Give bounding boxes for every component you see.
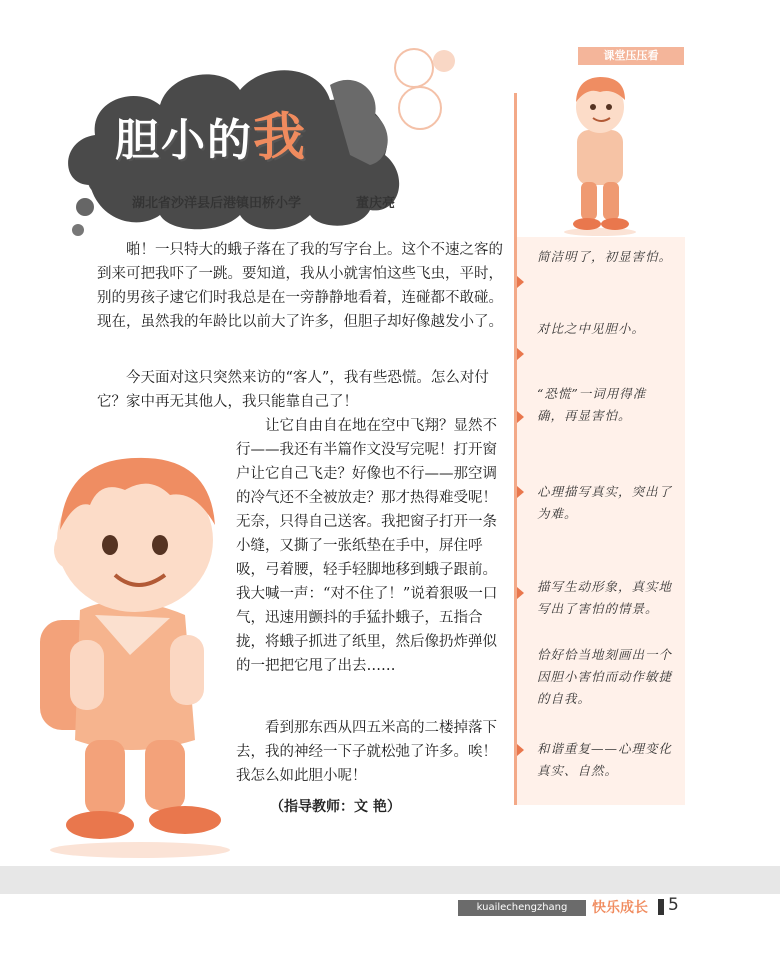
note-marker: [517, 486, 524, 498]
article-paragraph: 让它自由自在地在空中飞翔？显然不行——我还有半篇作文没写完呢！打开窗户让它自己飞走？好像也不行——那空调的冷气还不全被放走？那才热得难受呢！无奈，只得自己送客。我把窗子打开一条小缝，又撕了一张纸垫在手中，屏住呼吸，弓着腰，轻手轻脚地移到蛾子跟前。我大喊一声：“对不住了！”说着狠吸一口气，迅速用颤抖的手猛扑蛾子，五指合拢，将蛾子抓进了纸里，然后像扔炸弹似的一把把它甩了出去……: [236, 418, 498, 674]
article-title: 胆小的我: [115, 108, 308, 168]
author-name: 董庆亮: [356, 196, 396, 211]
teacher-credit: （指导教师：文 艳）: [270, 799, 401, 815]
note-marker: [517, 587, 524, 599]
decor-circle: [433, 50, 455, 72]
sidebar-note: 描写生动形象，真实地写出了害怕的情景。: [537, 579, 673, 616]
footer-brand: 快乐成长: [592, 900, 648, 916]
sidebar-note: 简洁明了，初显害怕。: [537, 249, 673, 264]
page-number: 5: [668, 895, 679, 915]
note-marker: [517, 411, 524, 423]
footer-url: kuailechengzhang: [458, 900, 586, 916]
footer-band: [0, 866, 780, 894]
article-paragraph: 看到那东西从四五米高的二楼掉落下去，我的神经一下子就松弛了许多。唉！我怎么如此胆小呢！: [236, 720, 497, 784]
sidebar-note: 对比之中见胆小。: [537, 321, 646, 336]
sidebar-note: 心理描写真实，突出了为难。: [537, 484, 673, 521]
article-paragraph: 啪！一只特大的蛾子落在了我的写字台上。这个不速之客的到来可把我吓了一跳。要知道，我从小就害怕这些飞虫，平时，别的男孩子逮它们时我总是在一旁静静地看着，连碰都不敢碰。现在，虽然我的年龄比以前大了许多，但胆子却好像越发小了。: [97, 242, 503, 330]
note-marker: [517, 276, 524, 288]
article-paragraph: 今天面对这只突然来访的“客人”，我有些恐慌。怎么对付它？家中再无其他人，我只能靠自己了！: [97, 370, 489, 410]
small-boy-illustration: [555, 72, 645, 237]
boy-illustration: [20, 440, 235, 860]
sidebar-note: 和谐重复——心理变化真实、自然。: [537, 741, 673, 778]
section-tag: 课堂压压看: [578, 47, 684, 65]
note-marker: [517, 744, 524, 756]
note-marker: [517, 348, 524, 360]
footer-bar: [658, 899, 664, 915]
title-accent: 我: [253, 108, 308, 168]
sidebar-note: 恰好恰当地刻画出一个因胆小害怕而动作敏捷的自我。: [537, 647, 673, 706]
school-name: 湖北省沙洋县后港镇田桥小学: [132, 196, 302, 211]
sidebar-note: “恐慌”一词用得准确，再显害怕。: [537, 386, 647, 423]
